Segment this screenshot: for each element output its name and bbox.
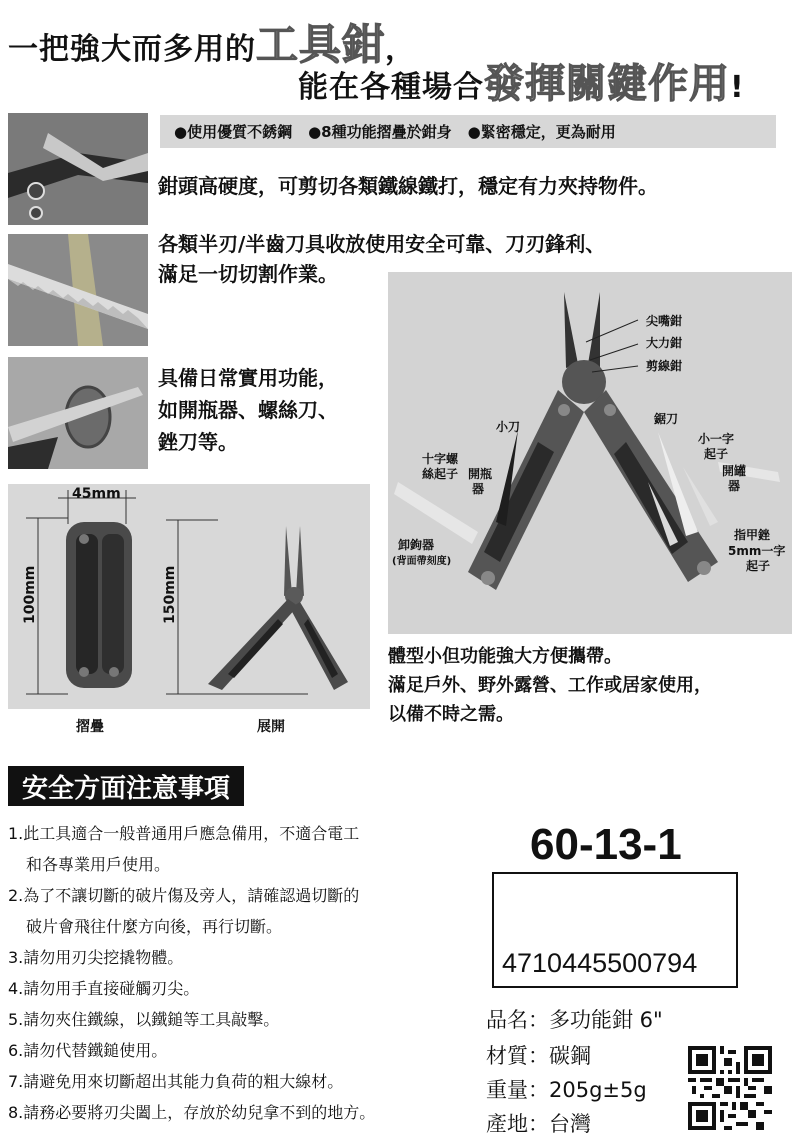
dimension-drawing xyxy=(8,484,370,709)
spec-origin: 產地：台灣 xyxy=(486,1112,591,1136)
headline-1-prefix: 一把強大而多用的 xyxy=(8,32,256,67)
width-dimension-label: 45mm xyxy=(72,486,121,502)
feature-bar xyxy=(160,115,776,148)
multitool-diagram-panel xyxy=(388,272,792,634)
spec-name: 品名：多功能鉗 6" xyxy=(486,1008,663,1032)
safety-rule: 3.請勿用刃尖挖撬物體。 xyxy=(8,948,184,967)
model-number: 60-13-1 xyxy=(530,820,682,869)
safety-rule: 1.此工具適合一般普通用戶應急備用，不適合電工 xyxy=(8,824,360,843)
headline-1-suffix: ， xyxy=(385,32,417,67)
saw-blade-photo xyxy=(8,234,148,346)
safety-rules-list xyxy=(8,818,375,1128)
open-caption: 展開 xyxy=(257,719,285,735)
headline-line-2 xyxy=(298,52,745,109)
callout-knife: 小刀 xyxy=(496,420,521,434)
folded-height-label: 100mm xyxy=(22,565,38,624)
callout-nail-file-1: 指甲銼 xyxy=(734,528,771,542)
feature-bar-item: ●使用優質不銹鋼 xyxy=(174,123,293,141)
callout-can-opener-2: 器 xyxy=(728,479,741,493)
safety-rule: 7.請避免用來切斷超出其能力負荷的粗大線材。 xyxy=(8,1072,344,1091)
safety-heading: 安全方面注意事項 xyxy=(8,766,244,806)
qr-code-icon xyxy=(688,1046,772,1130)
safety-rule: 4.請勿用手直接碰觸刃尖。 xyxy=(8,979,200,998)
pliers-photo-art xyxy=(8,113,148,225)
description-line-2: 滿足戶外、野外露營、工作或居家使用， xyxy=(388,675,712,696)
callout-bottle-opener-2: 器 xyxy=(472,482,485,496)
callout-small-flat-2: 起子 xyxy=(704,447,729,461)
dimensions-panel xyxy=(8,484,370,709)
callout-bottle-opener-1: 開瓶 xyxy=(468,467,493,481)
description-line-1: 體型小但功能強大方便攜帶。 xyxy=(388,646,622,667)
safety-rule: 6.請勿代替鐵鎚使用。 xyxy=(8,1041,168,1060)
safety-rule: 5.請勿夾住鐵線，以鐵鎚等工具敲擊。 xyxy=(8,1010,280,1029)
bottle-opener-photo xyxy=(8,357,148,469)
callout-small-flat-1: 小一字 xyxy=(698,432,735,446)
folded-caption: 摺疊 xyxy=(76,719,104,735)
pliers-closeup-photo xyxy=(8,113,148,225)
daily-feature-text-3: 銼刀等。 xyxy=(158,430,238,454)
description-line-3: 以備不時之需。 xyxy=(388,704,514,725)
callout-phillips-1: 十字螺 xyxy=(422,452,459,466)
opener-photo-art xyxy=(8,357,148,469)
headline-1-highlight: 工具鉗 xyxy=(256,20,386,69)
callout-needle-nose: 尖嘴鉗 xyxy=(646,314,683,328)
callout-wire-cutter: 剪線鉗 xyxy=(646,359,683,373)
barcode-number: 4710445500794 xyxy=(502,948,698,978)
blade-feature-text-1: 各類半刃/半齒刀具收放使用安全可靠、刀刃鋒利、 xyxy=(158,232,606,256)
spec-material: 材質：碳鋼 xyxy=(486,1044,591,1068)
spec-weight: 重量：205g±5g xyxy=(486,1078,647,1102)
callout-can-opener-1: 開罐 xyxy=(722,464,747,478)
open-height-label: 150mm xyxy=(162,565,178,624)
callout-hook-2: (背面帶刻度) xyxy=(392,556,452,567)
safety-rule: 破片會飛往什麼方向後，再行切斷。 xyxy=(26,917,283,936)
callout-saw: 鋸刀 xyxy=(654,412,679,426)
product-description xyxy=(388,642,712,729)
callout-nail-file-3: 起子 xyxy=(746,559,771,573)
headline-2-prefix: 能在各種場合 xyxy=(298,70,484,105)
blade-feature-text-2: 滿足一切切割作業。 xyxy=(158,262,338,286)
callout-nail-file-2: 5mm一字 xyxy=(728,544,786,558)
daily-feature-text-1: 具備日常實用功能， xyxy=(158,366,338,390)
pliers-feature-text: 鉗頭高硬度，可剪切各類鐵線鐵打，穩定有力夾持物件。 xyxy=(158,174,658,198)
callout-pliers: 大力鉗 xyxy=(646,336,683,350)
feature-bar-item: ●緊密穩定，更為耐用 xyxy=(467,123,616,141)
callout-hook-1: 卸鉤器 xyxy=(398,538,435,552)
headline-2-highlight: 發揮關鍵作用 xyxy=(484,61,730,107)
safety-rule: 8.請務必要將刃尖闔上，存放於幼兒拿不到的地方。 xyxy=(8,1103,376,1122)
safety-rule: 2.為了不讓切斷的破片傷及旁人，請確認過切斷的 xyxy=(8,886,360,905)
saw-photo-art xyxy=(8,234,148,346)
headline-2-suffix: ! xyxy=(730,70,745,105)
feature-bar-item: ●8種功能摺疊於鉗身 xyxy=(308,123,452,141)
callout-phillips-2: 絲起子 xyxy=(422,467,459,481)
daily-feature-text-2: 如開瓶器、螺絲刀、 xyxy=(158,398,338,422)
safety-rule: 和各專業用戶使用。 xyxy=(26,855,171,874)
